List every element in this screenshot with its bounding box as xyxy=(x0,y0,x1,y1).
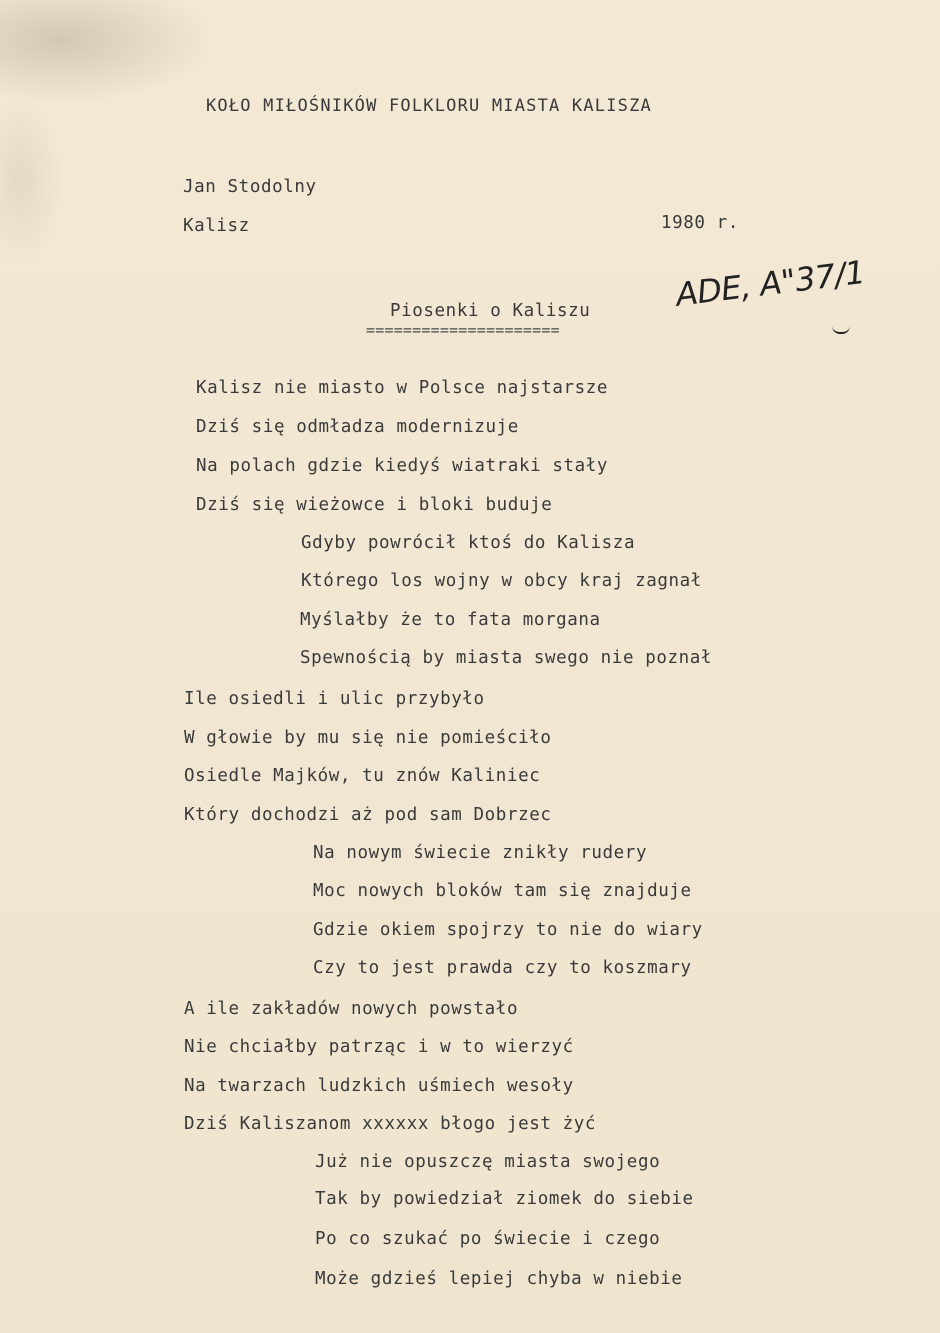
signature-underline-mark xyxy=(832,326,850,334)
verse-line-5: Gdyby powrócił ktoś do Kalisza xyxy=(301,533,636,553)
verse-line-20: Dziś Kaliszanom xxxxxx błogo jest żyć xyxy=(184,1114,597,1134)
verse-line-6: Którego los wojny w obcy kraj zagnał xyxy=(301,571,702,591)
verse-line-11: Osiedle Majków, tu znów Kaliniec xyxy=(184,766,541,786)
place-name: Kalisz xyxy=(183,216,250,236)
poem-title: Piosenki o Kaliszu xyxy=(390,301,591,321)
organization-heading: KOŁO MIŁOŚNIKÓW FOLKLORU MIASTA KALISZA xyxy=(206,96,652,116)
verse-line-3: Na polach gdzie kiedyś wiatraki stały xyxy=(196,456,609,476)
verse-line-23: Po co szukać po świecie i czego xyxy=(315,1229,661,1249)
verse-line-18: Nie chciałby patrząc i w to wierzyć xyxy=(184,1037,574,1057)
verse-line-21: Już nie opuszczę miasta swojego xyxy=(315,1152,661,1172)
verse-line-19: Na twarzach ludzkich uśmiech wesoły xyxy=(184,1076,574,1096)
verse-line-22: Tak by powiedział ziomek do siebie xyxy=(315,1189,694,1209)
verse-line-17: A ile zakładów nowych powstało xyxy=(184,999,519,1019)
author-name: Jan Stodolny xyxy=(183,177,317,197)
verse-line-16: Czy to jest prawda czy to koszmary xyxy=(313,958,692,978)
title-underline: ===================== xyxy=(366,321,560,339)
verse-line-12: Który dochodzi aż pod sam Dobrzec xyxy=(184,805,552,825)
verse-line-13: Na nowym świecie znikły rudery xyxy=(313,843,648,863)
verse-line-24: Może gdzieś lepiej chyba w niebie xyxy=(315,1269,683,1289)
verse-line-15: Gdzie okiem spojrzy to nie do wiary xyxy=(313,920,703,940)
verse-line-9: Ile osiedli i ulic przybyło xyxy=(184,689,485,709)
verse-line-10: W głowie by mu się nie pomieściło xyxy=(184,728,552,748)
verse-line-4: Dziś się wieżowce i bloki buduje xyxy=(196,495,553,515)
verse-line-7: Myślałby że to fata morgana xyxy=(300,610,601,630)
verse-line-1: Kalisz nie miasto w Polsce najstarsze xyxy=(196,378,609,398)
verse-line-14: Moc nowych bloków tam się znajduje xyxy=(313,881,692,901)
year: 1980 r. xyxy=(661,213,739,233)
verse-line-8: Spewnością by miasta swego nie poznał xyxy=(300,648,713,668)
verse-line-2: Dziś się odmładza modernizuje xyxy=(196,417,519,437)
archive-signature-mark: ADE, A"37/1 xyxy=(673,252,867,314)
